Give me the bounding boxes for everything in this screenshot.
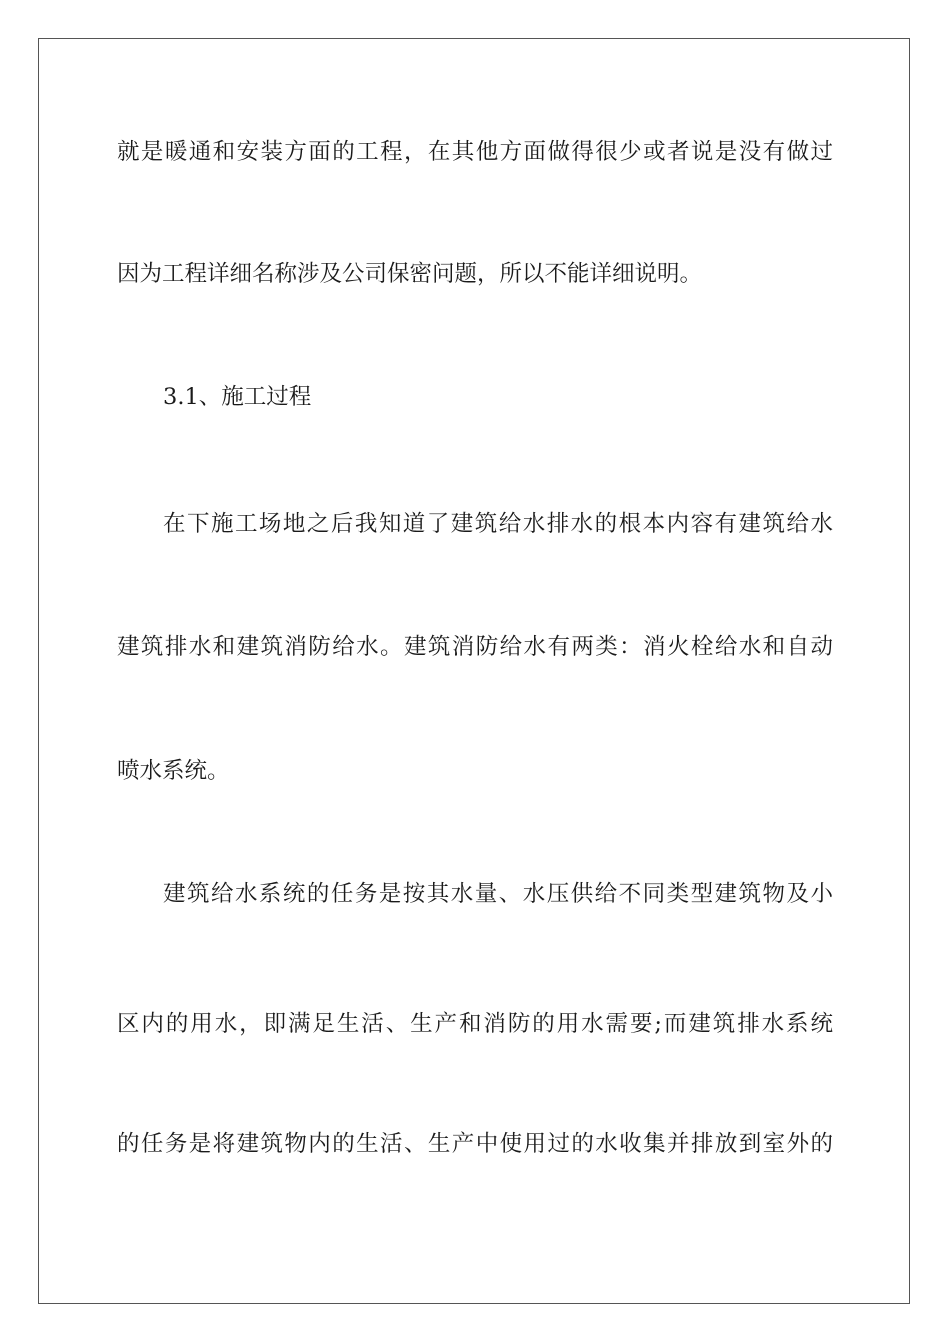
paragraph-line-8: 的任务是将建筑物内的生活、生产中使用过的水收集并排放到室外的: [117, 1131, 833, 1157]
paragraph-line-5: 喷水系统。: [117, 758, 230, 784]
paragraph-line-3: 在下施工场地之后我知道了建筑给水排水的根本内容有建筑给水: [163, 511, 833, 537]
paragraph-line-7: 区内的用水，即满足生活、生产和消防的用水需要;而建筑排水系统: [117, 1011, 833, 1037]
paragraph-line-1: 就是暖通和安装方面的工程，在其他方面做得很少或者说是没有做过: [117, 139, 833, 165]
paragraph-line-2: 因为工程详细名称涉及公司保密问题，所以不能详细说明。: [117, 261, 703, 287]
section-heading: 3.1、施工过程: [163, 384, 312, 410]
paragraph-line-4: 建筑排水和建筑消防给水。建筑消防给水有两类：消火栓给水和自动: [117, 634, 833, 660]
paragraph-line-6: 建筑给水系统的任务是按其水量、水压供给不同类型建筑物及小: [163, 881, 833, 907]
page-border: [38, 38, 910, 1304]
